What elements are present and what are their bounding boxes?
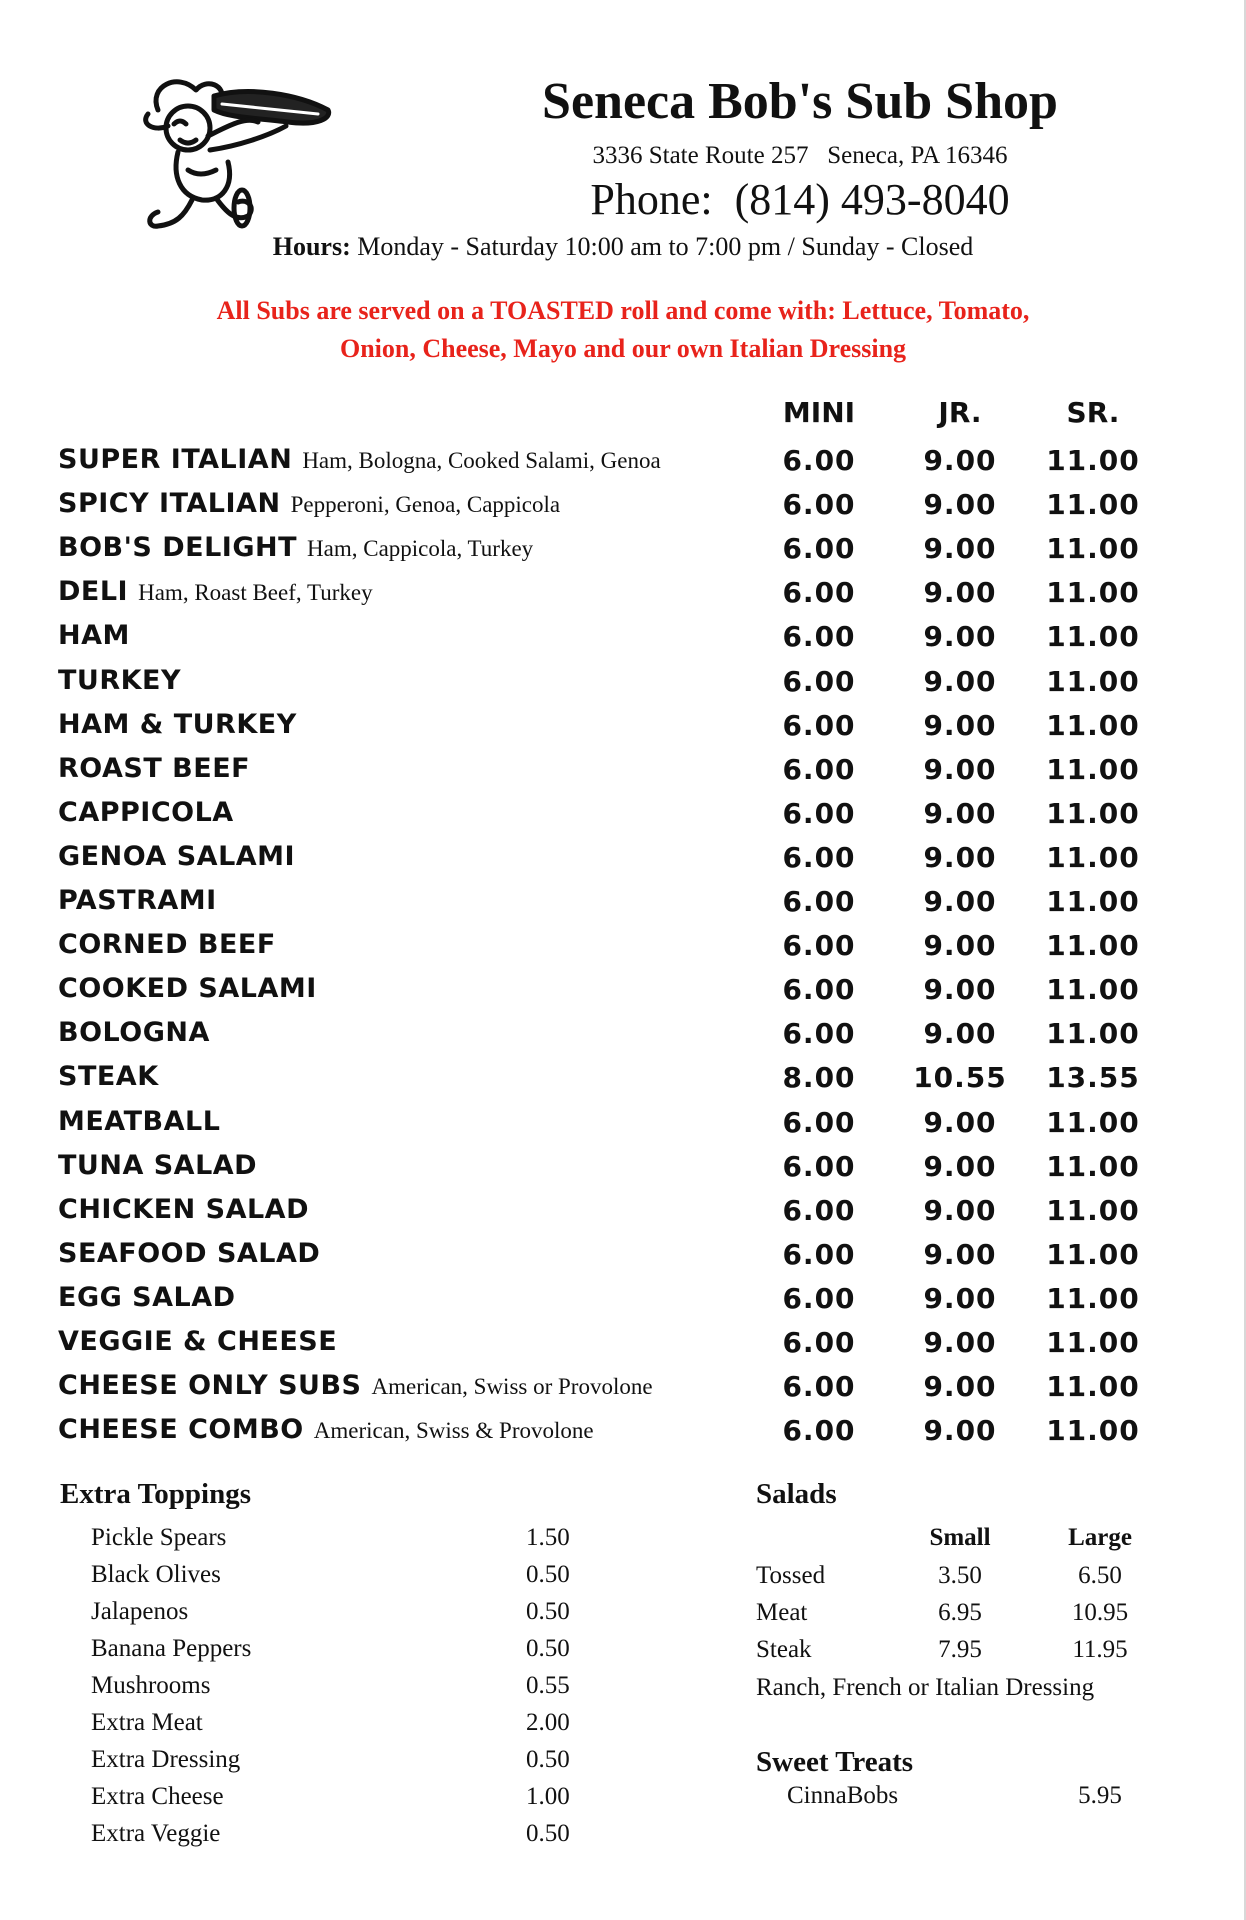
sub-description: American, Swiss or Provolone bbox=[371, 1374, 653, 1400]
price-sr: 11.00 bbox=[1046, 840, 1140, 874]
price-sr: 11.00 bbox=[1046, 708, 1140, 742]
sub-row bbox=[58, 1364, 1158, 1408]
sub-description: Ham, Roast Beef, Turkey bbox=[138, 580, 373, 606]
topping-name: Extra Dressing bbox=[91, 1746, 241, 1773]
price-sr: 11.00 bbox=[1046, 1414, 1140, 1448]
sub-name: SEAFOOD SALAD bbox=[58, 1237, 321, 1269]
price-jr: 9.00 bbox=[923, 620, 997, 654]
sub-name: CHEESE COMBO bbox=[58, 1414, 304, 1446]
hours bbox=[0, 232, 1246, 262]
salad-large-price: 11.95 bbox=[1072, 1636, 1128, 1663]
column-header-sr: SR. bbox=[1066, 396, 1120, 429]
topping-price: 1.00 bbox=[526, 1783, 570, 1810]
price-sr: 11.00 bbox=[1046, 1237, 1140, 1271]
price-mini: 6.00 bbox=[782, 752, 856, 786]
sub-name: CAPPICOLA bbox=[58, 796, 234, 828]
price-jr: 9.00 bbox=[923, 1370, 997, 1404]
sub-name: BOB'S DELIGHT bbox=[58, 532, 298, 564]
salads-large-header: Large bbox=[1068, 1524, 1132, 1551]
price-jr: 9.00 bbox=[923, 576, 997, 610]
price-mini: 6.00 bbox=[782, 929, 856, 963]
column-header-mini: MINI bbox=[782, 396, 856, 429]
price-mini: 6.00 bbox=[782, 1326, 856, 1359]
sub-name-wrapper bbox=[58, 709, 297, 740]
price-mini: 6.00 bbox=[782, 1193, 856, 1227]
price-mini: 6.00 bbox=[782, 1017, 856, 1051]
price-sr: 11.00 bbox=[1046, 1149, 1140, 1183]
sub-name: CORNED BEEF bbox=[58, 929, 276, 961]
sub-description: American, Swiss & Provolone bbox=[313, 1418, 594, 1444]
sub-name-wrapper bbox=[58, 973, 317, 1004]
sub-name: SUPER ITALIAN bbox=[58, 444, 293, 475]
price-sr: 11.00 bbox=[1046, 929, 1140, 963]
sub-name-wrapper bbox=[58, 620, 130, 651]
sub-name: TURKEY bbox=[58, 664, 182, 696]
topping-name: Black Olives bbox=[91, 1561, 221, 1588]
sub-row bbox=[58, 923, 1158, 967]
salad-small-price: 3.50 bbox=[938, 1562, 982, 1589]
shop-address: 3336 State Route 257 Seneca, PA 16346 bbox=[592, 142, 1008, 169]
column-header-jr: JR. bbox=[938, 396, 982, 429]
salad-large-price: 6.50 bbox=[1078, 1562, 1122, 1589]
sub-name: TUNA SALAD bbox=[58, 1149, 258, 1181]
price-sr: 11.00 bbox=[1046, 1105, 1140, 1139]
sub-name: COOKED SALAMI bbox=[58, 973, 317, 1005]
sweet-treat-name: CinnaBobs bbox=[787, 1782, 899, 1809]
sub-row bbox=[58, 791, 1158, 835]
sub-name-wrapper bbox=[58, 1326, 337, 1357]
sub-name-wrapper bbox=[58, 532, 533, 563]
price-mini: 6.00 bbox=[782, 1105, 856, 1139]
sub-description: Ham, Cappicola, Turkey bbox=[307, 536, 534, 562]
sub-row bbox=[58, 526, 1158, 570]
sub-row bbox=[58, 614, 1158, 658]
sub-name: BOLOGNA bbox=[58, 1017, 210, 1049]
sub-description: Ham, Bologna, Cooked Salami, Genoa bbox=[302, 448, 661, 473]
hours-label: Hours: bbox=[272, 232, 351, 261]
sub-row bbox=[58, 879, 1158, 923]
sub-row bbox=[58, 1232, 1158, 1276]
price-jr: 9.00 bbox=[923, 752, 997, 786]
salad-small-price: 6.95 bbox=[938, 1599, 982, 1626]
topping-name: Banana Peppers bbox=[91, 1635, 252, 1662]
price-sr: 11.00 bbox=[1046, 1370, 1140, 1404]
price-jr: 9.00 bbox=[923, 664, 997, 698]
price-mini: 6.00 bbox=[782, 708, 856, 742]
sub-name-wrapper bbox=[58, 1414, 594, 1445]
sub-name: EGG SALAD bbox=[58, 1281, 236, 1313]
price-jr: 9.00 bbox=[923, 929, 997, 963]
price-mini: 6.00 bbox=[782, 532, 856, 566]
sub-row bbox=[58, 438, 1158, 482]
sub-name-wrapper bbox=[58, 1370, 653, 1401]
sub-name: VEGGIE & CHEESE bbox=[58, 1326, 338, 1357]
topping-price: 0.50 bbox=[526, 1561, 570, 1588]
salad-dressing-note: Ranch, French or Italian Dressing bbox=[756, 1674, 1095, 1701]
price-jr: 9.00 bbox=[923, 1237, 997, 1271]
topping-price: 0.50 bbox=[526, 1598, 570, 1625]
price-mini: 6.00 bbox=[782, 840, 856, 874]
topping-name: Extra Veggie bbox=[91, 1820, 221, 1847]
sub-row bbox=[58, 570, 1158, 614]
salad-name: Meat bbox=[756, 1599, 808, 1626]
price-mini: 8.00 bbox=[782, 1061, 856, 1095]
price-sr: 11.00 bbox=[1046, 664, 1140, 698]
sub-row bbox=[58, 1055, 1158, 1099]
price-sr: 11.00 bbox=[1046, 796, 1140, 830]
sub-notice bbox=[120, 292, 1126, 368]
sub-name-wrapper bbox=[58, 885, 217, 916]
sub-name-wrapper bbox=[58, 1238, 320, 1269]
running-chef-logo bbox=[118, 66, 358, 238]
sub-row bbox=[58, 482, 1158, 526]
price-jr: 9.00 bbox=[923, 444, 997, 477]
sub-row bbox=[58, 1276, 1158, 1320]
price-mini: 6.00 bbox=[782, 1370, 856, 1404]
salad-name: Tossed bbox=[756, 1562, 826, 1589]
price-sr: 11.00 bbox=[1046, 576, 1140, 610]
price-jr: 9.00 bbox=[923, 885, 997, 918]
sub-name-wrapper bbox=[58, 444, 661, 475]
price-sr: 13.55 bbox=[1046, 1061, 1140, 1095]
price-mini: 6.00 bbox=[782, 576, 856, 610]
topping-price: 0.55 bbox=[526, 1672, 570, 1699]
price-mini: 6.00 bbox=[782, 1149, 856, 1183]
price-jr: 9.00 bbox=[923, 1149, 997, 1183]
topping-name: Jalapenos bbox=[91, 1598, 189, 1625]
sub-name: HAM & TURKEY bbox=[58, 708, 297, 740]
price-jr: 9.00 bbox=[923, 488, 997, 522]
topping-name: Extra Meat bbox=[91, 1709, 203, 1736]
sub-name-wrapper bbox=[58, 1017, 210, 1048]
sub-name-wrapper bbox=[58, 1061, 159, 1092]
sub-row bbox=[58, 1320, 1158, 1364]
price-mini: 6.00 bbox=[782, 1281, 856, 1315]
topping-price: 0.50 bbox=[526, 1820, 570, 1847]
sub-name: CHICKEN SALAD bbox=[58, 1193, 309, 1225]
sweet-treats-title: Sweet Treats bbox=[756, 1746, 914, 1778]
price-jr: 9.00 bbox=[923, 1281, 997, 1315]
price-mini: 6.00 bbox=[782, 620, 856, 654]
price-sr: 11.00 bbox=[1046, 885, 1140, 918]
sub-name-wrapper bbox=[58, 1282, 236, 1313]
sub-name-wrapper bbox=[58, 841, 295, 872]
salads-small-header: Small bbox=[929, 1524, 991, 1551]
sub-row bbox=[58, 1100, 1158, 1144]
price-sr: 11.00 bbox=[1046, 1193, 1140, 1227]
price-sr: 11.00 bbox=[1046, 532, 1140, 566]
extra-toppings-title: Extra Toppings bbox=[60, 1478, 252, 1510]
sub-name: MEATBALL bbox=[58, 1105, 221, 1137]
price-mini: 6.00 bbox=[782, 796, 856, 830]
topping-price: 1.50 bbox=[526, 1524, 570, 1551]
price-sr: 11.00 bbox=[1046, 1017, 1140, 1051]
price-sr: 11.00 bbox=[1046, 752, 1140, 786]
sub-row bbox=[58, 703, 1158, 747]
sub-row bbox=[58, 1188, 1158, 1232]
salad-large-price: 10.95 bbox=[1071, 1599, 1129, 1626]
salads-title: Salads bbox=[756, 1478, 837, 1510]
sub-name-wrapper bbox=[58, 929, 276, 960]
price-jr: 9.00 bbox=[923, 1105, 997, 1139]
sub-name: PASTRAMI bbox=[58, 885, 217, 916]
sub-name-wrapper bbox=[58, 665, 181, 696]
sub-name-wrapper bbox=[58, 753, 250, 784]
notice-line-2: Onion, Cheese, Mayo and our own Italian Dressing bbox=[339, 334, 907, 363]
price-mini: 6.00 bbox=[782, 488, 856, 522]
price-sr: 11.00 bbox=[1046, 973, 1140, 1007]
price-sr: 11.00 bbox=[1046, 444, 1140, 477]
price-mini: 6.00 bbox=[782, 664, 856, 698]
topping-price: 2.00 bbox=[526, 1709, 570, 1736]
price-jr: 9.00 bbox=[923, 1414, 997, 1448]
topping-price: 0.50 bbox=[526, 1635, 570, 1662]
sweet-treat-price: 5.95 bbox=[1078, 1782, 1122, 1809]
sub-row bbox=[58, 659, 1158, 703]
price-jr: 9.00 bbox=[923, 840, 997, 874]
sub-name: ROAST BEEF bbox=[58, 752, 251, 784]
sub-description: Pepperoni, Genoa, Cappicola bbox=[290, 492, 561, 518]
sub-row bbox=[58, 747, 1158, 791]
sub-name: DELI bbox=[58, 576, 129, 608]
notice-line-1: All Subs are served on a TOASTED roll and come with: Lettuce, Tomato, bbox=[216, 296, 1030, 325]
sub-name: HAM bbox=[58, 620, 130, 652]
price-mini: 6.00 bbox=[782, 444, 856, 477]
topping-name: Pickle Spears bbox=[91, 1524, 227, 1551]
price-sr: 11.00 bbox=[1046, 1326, 1140, 1359]
price-jr: 9.00 bbox=[923, 532, 997, 566]
price-jr: 9.00 bbox=[923, 1017, 997, 1051]
hours-text: Monday - Saturday 10:00 am to 7:00 pm / Sunday - Closed bbox=[350, 232, 974, 261]
shop-name: Seneca Bob's Sub Shop bbox=[542, 73, 1058, 130]
price-sr: 11.00 bbox=[1046, 1281, 1140, 1315]
topping-name: Mushrooms bbox=[91, 1672, 211, 1699]
sub-name-wrapper bbox=[58, 1194, 309, 1225]
sub-name-wrapper bbox=[58, 797, 234, 828]
price-jr: 9.00 bbox=[923, 973, 997, 1007]
shop-phone: Phone: (814) 493-8040 bbox=[590, 175, 1010, 224]
sub-row bbox=[58, 1011, 1158, 1055]
salad-small-price: 7.95 bbox=[938, 1636, 982, 1663]
price-mini: 6.00 bbox=[782, 1414, 856, 1448]
price-jr: 9.00 bbox=[923, 796, 997, 830]
price-mini: 6.00 bbox=[782, 973, 856, 1007]
sub-name-wrapper bbox=[58, 576, 373, 607]
sub-name: CHEESE ONLY SUBS bbox=[58, 1370, 362, 1402]
topping-name: Extra Cheese bbox=[91, 1783, 224, 1810]
price-mini: 6.00 bbox=[782, 1237, 856, 1271]
price-jr: 9.00 bbox=[923, 708, 997, 742]
price-mini: 6.00 bbox=[782, 885, 856, 918]
price-jr: 9.00 bbox=[923, 1326, 997, 1359]
sub-name: STEAK bbox=[58, 1061, 159, 1093]
sub-row bbox=[58, 1144, 1158, 1188]
sub-name: GENOA SALAMI bbox=[58, 840, 296, 872]
price-jr: 10.55 bbox=[913, 1061, 1007, 1095]
price-jr: 9.00 bbox=[923, 1193, 997, 1227]
sub-name-wrapper bbox=[58, 1106, 220, 1137]
sub-row bbox=[58, 835, 1158, 879]
salad-name: Steak bbox=[756, 1636, 812, 1663]
sub-name-wrapper bbox=[58, 1150, 257, 1181]
sub-name-wrapper bbox=[58, 488, 560, 519]
sub-row bbox=[58, 967, 1158, 1011]
sub-name: SPICY ITALIAN bbox=[58, 488, 281, 520]
price-sr: 11.00 bbox=[1046, 488, 1140, 522]
sub-row bbox=[58, 1408, 1158, 1452]
topping-price: 0.50 bbox=[526, 1746, 570, 1773]
price-sr: 11.00 bbox=[1046, 620, 1140, 654]
